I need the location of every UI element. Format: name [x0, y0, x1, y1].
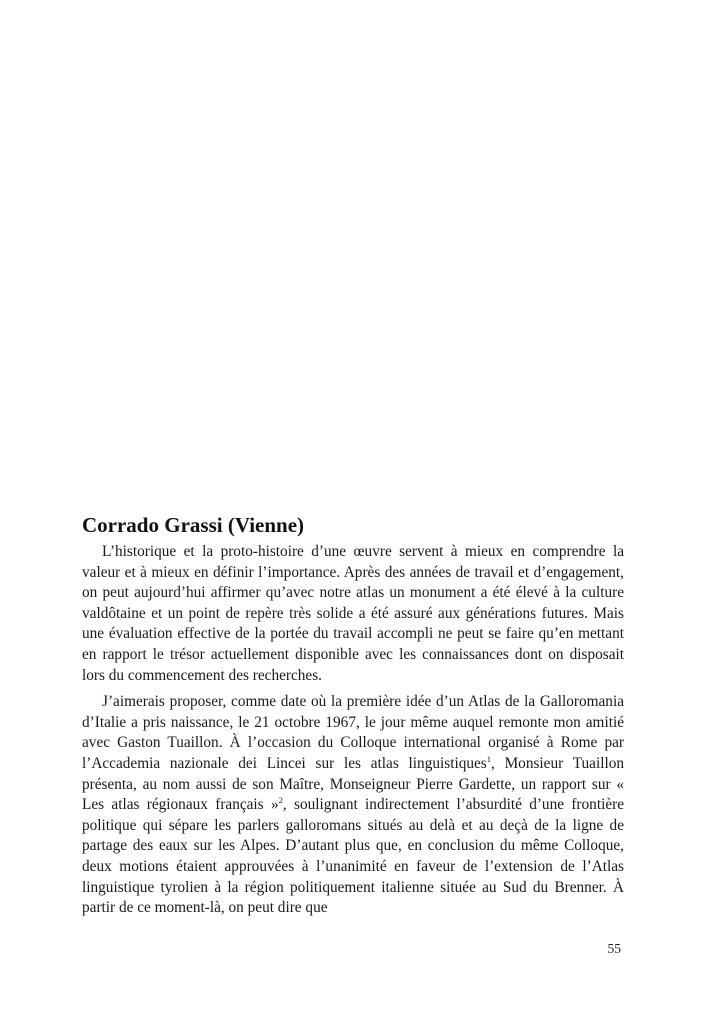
footnote-ref-1: 1	[486, 753, 491, 764]
footnote-ref-2: 2	[278, 795, 283, 806]
paragraph-2	[82, 692, 624, 919]
paragraph-2-text-2: , Monsieur Tuaillon présenta, au nom aussi de son Maître, Monseigneur Pierre Gardette, un rapport sur « Les atlas régionaux français »	[82, 754, 624, 814]
page-number: 55	[607, 941, 621, 956]
article-heading: Corrado Grassi (Vienne)	[82, 513, 305, 537]
paragraph-2-text-3: , soulignant indirectement l’absurdité d’une frontière politique qui sépare les parlers galloromans situés au delà et au deçà de la ligne de partage des eaux sur les Alpes. D’autant plus que, en conclusion du même Colloque, deux motions étaient approuvées à l’unanimité en faveur de l’extension de l’Atlas linguistique tyrolien à la région politiquement italienne située au Sud du Brenner. À partir de ce moment-là, on peut dire que	[82, 796, 624, 917]
paragraph-2-text-1: J’aimerais proposer, comme date où la première idée d’un Atlas de la Galloromania d’Italie a pris naissance, le 21 octobre 1967, le jour même auquel remonte mon amitié avec Gaston Tuaillon. À l’occasion du Colloque international organisé à Rome par l’Accademia nazionale dei Lincei sur les atlas linguistiques	[82, 693, 624, 772]
article-body	[82, 512, 624, 919]
paragraph-1: L’historique et la proto-histoire d’une œuvre servent à mieux en comprendre la valeur et à mieux en définir l’importance. Après des années de travail et d’engagement, on peut aujourd’hui affirmer qu’avec notre atlas un monument a été élevé à la culture valdôtaine et un point de repère très solide a été assuré aux générations futures. Mais une évaluation effective de la portée du travail accompli ne peut se faire qu’en mettant en rapport le trésor actuellement disponible avec les connaissances dont on disposait lors du commencement des recherches.	[82, 543, 624, 684]
